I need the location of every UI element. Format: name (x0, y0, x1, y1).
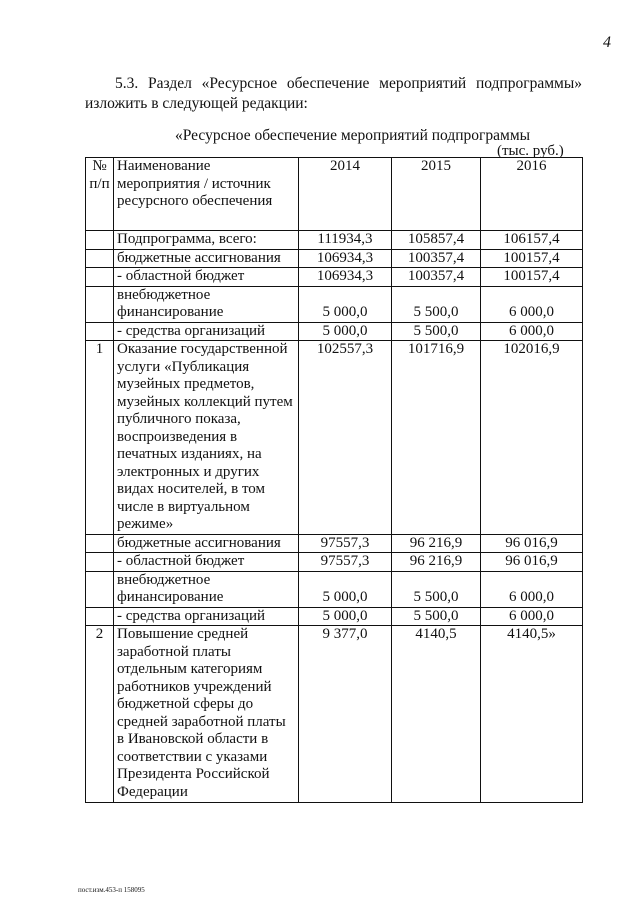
row-number (86, 231, 114, 250)
value-2015: 96 216,9 (392, 534, 481, 553)
value-2015: 96 216,9 (392, 553, 481, 572)
value-2014: 9 377,0 (299, 626, 392, 803)
value-2014: 5 000,0 (299, 286, 392, 322)
value-2016: 100157,4 (481, 268, 583, 287)
table-row (86, 553, 583, 572)
row-number (86, 607, 114, 626)
row-name: бюджетные ассигнования (114, 534, 299, 553)
value-2015: 5 500,0 (392, 571, 481, 607)
value-2016: 102016,9 (481, 341, 583, 535)
table-row (86, 249, 583, 268)
value-2015: 105857,4 (392, 231, 481, 250)
page-number: 4 (603, 34, 611, 51)
table-row (86, 607, 583, 626)
header-2015: 2015 (392, 158, 481, 231)
table-caption: «Ресурсное обеспечение мероприятий подпрограммы (175, 127, 531, 144)
value-2014: 5 000,0 (299, 571, 392, 607)
row-name: - областной бюджет (114, 268, 299, 287)
row-number (86, 249, 114, 268)
value-2016: 6 000,0 (481, 286, 583, 322)
value-2014: 5 000,0 (299, 607, 392, 626)
table-row (86, 268, 583, 287)
row-name: - средства организаций (114, 607, 299, 626)
row-number (86, 268, 114, 287)
table-header-row (86, 158, 583, 231)
value-2015: 5 500,0 (392, 607, 481, 626)
row-name: бюджетные ассигнования (114, 249, 299, 268)
value-2014: 111934,3 (299, 231, 392, 250)
value-2015: 5 500,0 (392, 322, 481, 341)
value-2014: 106934,3 (299, 249, 392, 268)
row-number (86, 322, 114, 341)
value-2015: 4140,5 (392, 626, 481, 803)
header-2016: 2016 (481, 158, 583, 231)
table-row (86, 231, 583, 250)
value-2016: 106157,4 (481, 231, 583, 250)
row-number (86, 553, 114, 572)
value-2014: 97557,3 (299, 534, 392, 553)
row-name: внебюджетное финансирование (114, 571, 299, 607)
value-2016: 6 000,0 (481, 607, 583, 626)
value-2015: 101716,9 (392, 341, 481, 535)
row-name: Оказание государственной услуги «Публикация музейных предметов, музейных коллекций путем публичного показа, воспроизведения в печатных изданиях, на электронных и других видах носителей, в том числе в виртуальном режиме» (114, 341, 299, 535)
value-2016: 6 000,0 (481, 322, 583, 341)
value-2015: 5 500,0 (392, 286, 481, 322)
table-row (86, 534, 583, 553)
row-number (86, 534, 114, 553)
row-name: Повышение средней заработной платы отдельным категориям работников учреждений бюджетной сферы до средней заработной платы в Ивановской области в соответствии с указами Президента Российской Федерации (114, 626, 299, 803)
value-2016: 4140,5» (481, 626, 583, 803)
value-2014: 5 000,0 (299, 322, 392, 341)
table-row (86, 286, 583, 322)
value-2016: 96 016,9 (481, 553, 583, 572)
table-row (86, 341, 583, 535)
row-number: 1 (86, 341, 114, 535)
footer-code: пост.изм.453-п 158095 (78, 886, 145, 894)
row-name: внебюджетное финансирование (114, 286, 299, 322)
header-number: № п/п (86, 158, 114, 231)
table-row (86, 322, 583, 341)
value-2016: 100157,4 (481, 249, 583, 268)
table-row (86, 571, 583, 607)
table-row (86, 626, 583, 803)
row-name: Подпрограмма, всего: (114, 231, 299, 250)
unit-label: (тыс. руб.) (497, 143, 564, 159)
row-name: - средства организаций (114, 322, 299, 341)
header-2014: 2014 (299, 158, 392, 231)
value-2015: 100357,4 (392, 268, 481, 287)
row-name: - областной бюджет (114, 553, 299, 572)
header-name: Наименование мероприятия / источник ресурсного обеспечения (114, 158, 299, 231)
value-2016: 6 000,0 (481, 571, 583, 607)
value-2014: 102557,3 (299, 341, 392, 535)
value-2014: 97557,3 (299, 553, 392, 572)
resource-table (85, 157, 583, 803)
row-number (86, 571, 114, 607)
row-number: 2 (86, 626, 114, 803)
value-2014: 106934,3 (299, 268, 392, 287)
value-2016: 96 016,9 (481, 534, 583, 553)
intro-paragraph: 5.3. Раздел «Ресурсное обеспечение мероприятий подпрограммы» изложить в следующей редакции: (85, 75, 582, 112)
value-2015: 100357,4 (392, 249, 481, 268)
row-number (86, 286, 114, 322)
